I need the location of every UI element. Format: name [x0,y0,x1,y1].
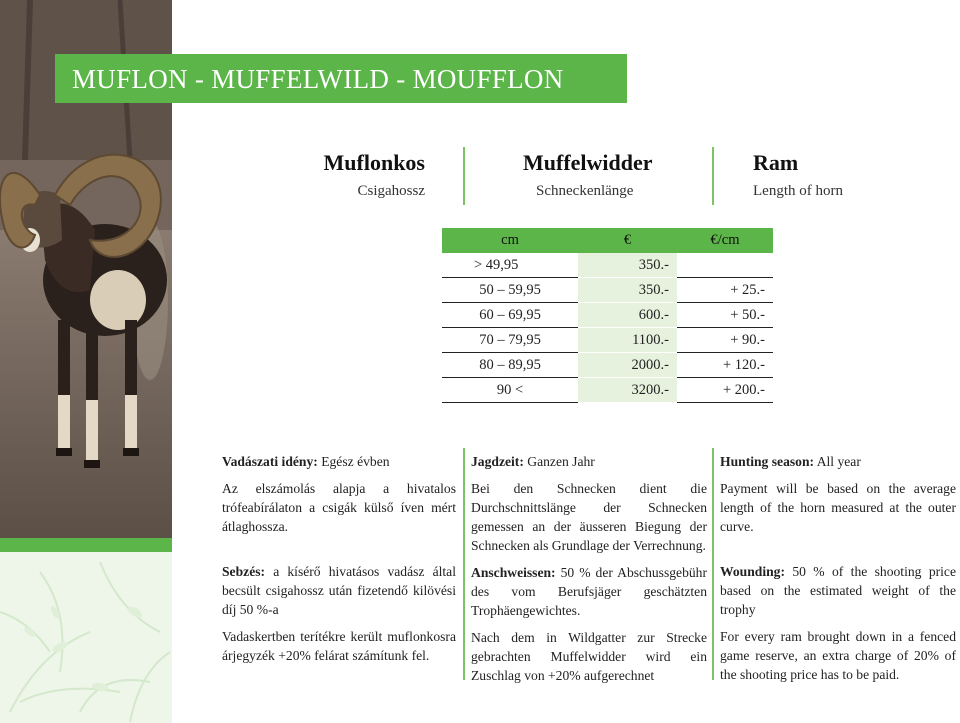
table-cell-price: 350.- [578,278,677,303]
de-wounding [471,563,707,620]
table-cell-length: 90 < [442,378,578,403]
column-divider-1 [463,448,465,680]
de-fenced-text: Nach dem in Wildgatter zur Strecke gebrachten Muffelwidder wird ein Zuschlag von +20% aufgerechnet [471,630,707,683]
hu-billing-text: Az elszámolás alapja a hivatalos trófeabírálaton a csigák külső íven mért átlaghossza. [222,481,456,534]
en-wound-label: Wounding: [720,564,785,579]
table-cell-length: 60 – 69,95 [442,303,578,328]
table-row [442,253,773,278]
table-row [442,328,773,353]
header-hu-subtitle: Csigahossz [357,183,425,199]
column-divider-2 [712,448,714,680]
en-billing-text: Payment will be based on the average length of the horn measured at the outer curve. [720,481,956,534]
hu-wound-label: Sebzés: [222,564,266,579]
decorative-leaf-pattern [0,552,172,723]
header-divider-1 [463,147,465,205]
title-banner [55,54,627,103]
table-cell-price: 3200.- [578,378,677,403]
header-en-subtitle: Length of horn [753,183,843,199]
header-de-title: Muffelwidder [523,150,653,175]
en-season [720,452,956,471]
table-cell-surcharge: + 120.- [677,353,773,378]
table-cell-price: 2000.- [578,353,677,378]
table-header-eur-per-cm: €/cm [677,228,773,253]
table-row [442,353,773,378]
en-wounding [720,562,956,619]
de-wound-text: 50 % der Abschussgebühr des vom Berufsjäger geschätzten Trophäengewichtes. [471,565,707,618]
table-row [442,278,773,303]
price-table [442,228,773,403]
table-cell-length: > 49,95 [442,253,578,278]
en-wound-text: 50 % of the shooting price based on the estimated weight of the trophy [720,564,956,617]
de-season [471,452,707,471]
table-cell-surcharge: + 90.- [677,328,773,353]
table-cell-surcharge: + 50.- [677,303,773,328]
hu-season [222,452,456,471]
de-season-label: Jagdzeit: [471,454,524,469]
header-en-title: Ram [753,150,799,175]
page-title: MUFLON - MUFFELWILD - MOUFFLON [72,64,564,94]
table-row [442,378,773,403]
header-divider-2 [712,147,714,205]
leaf-pattern-icon [0,552,172,723]
header-hu-title: Muflonkos [323,150,425,175]
column-hungarian [222,452,456,673]
table-cell-length: 50 – 59,95 [442,278,578,303]
table-cell-length: 80 – 89,95 [442,353,578,378]
column-german [471,452,707,693]
table-cell-surcharge: + 200.- [677,378,773,403]
green-accent-strip [0,538,172,552]
table-cell-price: 350.- [578,253,677,278]
de-billing-text: Bei den Schnecken dient die Durchschnittslänge der Schnecken gemessen an der äusseren Biegung der Schnecken als Grundlage der Verrechnung. [471,481,707,553]
table-cell-surcharge [677,253,773,278]
table-header-eur: € [578,228,677,253]
de-season-value: Ganzen Jahr [523,454,595,469]
en-season-label: Hunting season: [720,454,815,469]
en-fenced-text: For every ram brought down in a fenced game reserve, an extra charge of 20% of the shooting price has to be paid. [720,629,956,682]
de-wound-label: Anschweissen: [471,565,556,580]
hu-wound-text: a kísérő hivatásos vadász által becsült csigahossz után fizetendő kilövési díj 50 %-a [222,564,456,617]
table-header-row [442,228,773,253]
table-cell-price: 1100.- [578,328,677,353]
hu-season-label: Vadászati idény: [222,454,318,469]
hu-fenced-text: Vadaskertben terítékre került muflonkosra árjegyzék +20% felárat számítunk fel. [222,629,456,663]
table-cell-surcharge: + 25.- [677,278,773,303]
hu-season-value: Egész évben [317,454,390,469]
column-english [720,452,956,692]
table-header-cm: cm [442,228,578,253]
table-row [442,303,773,328]
table-cell-price: 600.- [578,303,677,328]
hu-wounding [222,562,456,619]
table-cell-length: 70 – 79,95 [442,328,578,353]
header-de-subtitle: Schneckenlänge [536,183,634,199]
en-season-value: All year [814,454,861,469]
